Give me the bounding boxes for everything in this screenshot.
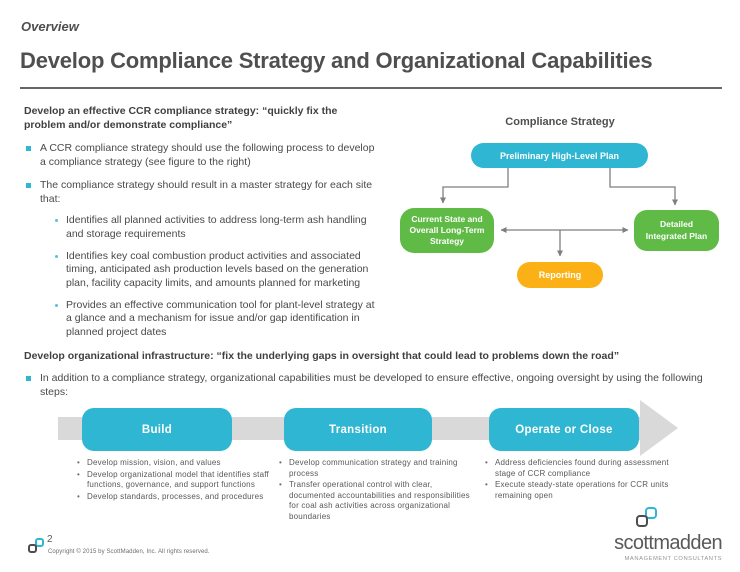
dot-bullet-icon bbox=[55, 219, 58, 222]
list-item: • Develop mission, vision, and values bbox=[76, 458, 286, 469]
sub-bullet-text: Identifies key coal combustion product activities and associated timing, anticipated ash production levels based on the generation plan, facility capacity limits, and amounts planned for marketing bbox=[66, 249, 369, 289]
square-bullet-icon bbox=[26, 146, 31, 151]
flow-box-current-state: Current State and Overall Long-Term Strategy bbox=[400, 208, 494, 253]
bullet-text: In addition to a compliance strategy, organizational capabilities must be developed to ensure effective, ongoing oversight by using the following steps: bbox=[40, 372, 703, 399]
list-item: • Transfer operational control with clear, documented accountabilities and responsibilities for coal ash activities across organizational boundaries bbox=[278, 480, 478, 522]
step-list-build bbox=[76, 458, 286, 503]
page-number: 2 bbox=[47, 534, 53, 545]
sub-bullet-text: Provides an effective communication tool for plant-level strategy at a glance and a mechanism for issue and/or gap identification in planned project dates bbox=[66, 298, 375, 338]
brand-name: scottmadden bbox=[614, 532, 722, 554]
brand-tagline: MANAGEMENT CONSULTANTS bbox=[624, 556, 722, 562]
mark-gray-square-icon bbox=[28, 544, 37, 553]
step-list-operate-or-close bbox=[484, 458, 678, 502]
copyright-notice: Copyright © 2015 by ScottMadden, Inc. All rights reserved. bbox=[48, 549, 210, 555]
list-item: • Execute steady-state operations for CCR units remaining open bbox=[484, 480, 678, 501]
mark-gray-square-icon bbox=[636, 515, 648, 527]
org-section-heading: Develop organizational infrastructure: “fix the underlying gaps in oversight that could lead to problems down the road” bbox=[24, 350, 620, 362]
square-bullet-icon bbox=[26, 376, 31, 381]
compliance-strategy-flowchart bbox=[395, 106, 740, 306]
ccr-strategy-section bbox=[24, 104, 380, 340]
org-infrastructure-section bbox=[24, 349, 730, 400]
step-list-transition bbox=[278, 458, 478, 523]
list-item: • Address deficiencies found during assessment stage of CCR compliance bbox=[484, 458, 678, 479]
sub-bullet-text: Identifies all planned activities to address long-term ash handling and storage requirements bbox=[66, 214, 367, 241]
bullet-text: A CCR compliance strategy should use the following process to develop a compliance strategy (see figure to the right) bbox=[40, 141, 375, 168]
scottmadden-mark-icon bbox=[636, 507, 660, 533]
page-title: Develop Compliance Strategy and Organizational Capabilities bbox=[20, 48, 653, 73]
list-item: • Develop communication strategy and training process bbox=[278, 458, 478, 479]
bullet-text: The compliance strategy should result in a master strategy for each site that: bbox=[40, 178, 373, 205]
flow-box-detailed-plan: Detailed Integrated Plan bbox=[634, 210, 719, 251]
bullet-item bbox=[24, 179, 380, 207]
list-item: • Develop organizational model that identifies staff functions, governance, and support functions bbox=[76, 470, 286, 491]
kicker: Overview bbox=[21, 19, 79, 34]
step-box-operate-or-close: Operate or Close bbox=[489, 408, 639, 451]
flowchart-title: Compliance Strategy bbox=[505, 116, 615, 128]
flow-box-reporting: Reporting bbox=[517, 262, 603, 288]
square-bullet-icon bbox=[26, 183, 31, 188]
step-box-transition: Transition bbox=[284, 408, 432, 451]
dot-bullet-icon bbox=[55, 255, 58, 258]
scottmadden-logo bbox=[598, 507, 724, 565]
process-arrow-head-icon bbox=[640, 400, 678, 456]
sub-bullet-item bbox=[24, 299, 380, 340]
flow-box-preliminary-plan: Preliminary High-Level Plan bbox=[471, 143, 648, 168]
title-divider bbox=[20, 87, 722, 89]
ccr-section-heading: Develop an effective CCR compliance strategy: “quickly fix the problem and/or demonstrate compliance” bbox=[24, 105, 338, 132]
step-box-build: Build bbox=[82, 408, 232, 451]
dot-bullet-icon bbox=[55, 304, 58, 307]
list-item: • Develop standards, processes, and procedures bbox=[76, 492, 286, 503]
bullet-item bbox=[24, 142, 380, 170]
sub-bullet-item bbox=[24, 214, 380, 241]
scottmadden-mark-icon bbox=[28, 538, 46, 556]
sub-bullet-item bbox=[24, 250, 380, 291]
